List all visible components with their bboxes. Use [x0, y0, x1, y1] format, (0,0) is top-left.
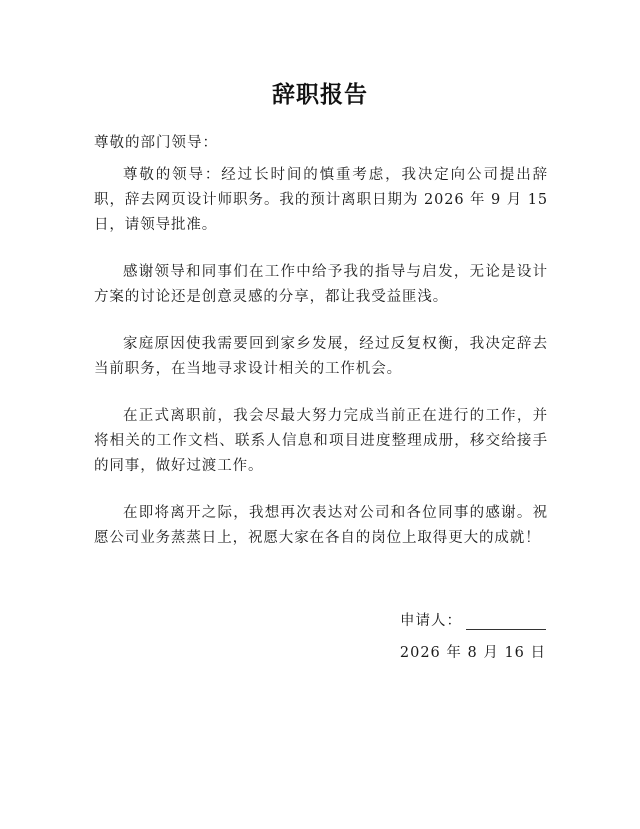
- applicant-signature: [400, 609, 546, 630]
- paragraph-5: 在即将离开之际，我想再次表达对公司和各位同事的感谢。祝愿公司业务蒸蒸日上，祝愿大家在各自的岗位上取得更大的成就！: [94, 505, 548, 546]
- paragraph-1: 尊敬的领导：经过长时间的慎重考虑，我决定向公司提出辞职，辞去网页设计师职务。我的预计离职日期为 2026 年 9 月 15 日，请领导批准。: [94, 167, 548, 233]
- paragraph-2: 感谢领导和同事们在工作中给予我的指导与启发，无论是设计方案的讨论还是创意灵感的分享，都让我受益匪浅。: [94, 264, 548, 305]
- signature-line: [466, 615, 546, 630]
- paragraph-4: 在正式离职前，我会尽最大努力完成当前正在进行的工作，并将相关的工作文档、联系人信息和项目进度整理成册，移交给接手的同事，做好过渡工作。: [94, 408, 548, 474]
- applicant-label: 申请人：: [400, 613, 462, 629]
- paragraph-3: 家庭原因使我需要回到家乡发展，经过反复权衡，我决定辞去当前职务，在当地寻求设计相关的工作机会。: [94, 336, 548, 377]
- document-body: [94, 163, 548, 573]
- salutation: 尊敬的部门领导：: [94, 135, 218, 151]
- document-date: 2026 年 8 月 16 日: [399, 645, 546, 661]
- document-title: 辞职报告: [272, 82, 368, 108]
